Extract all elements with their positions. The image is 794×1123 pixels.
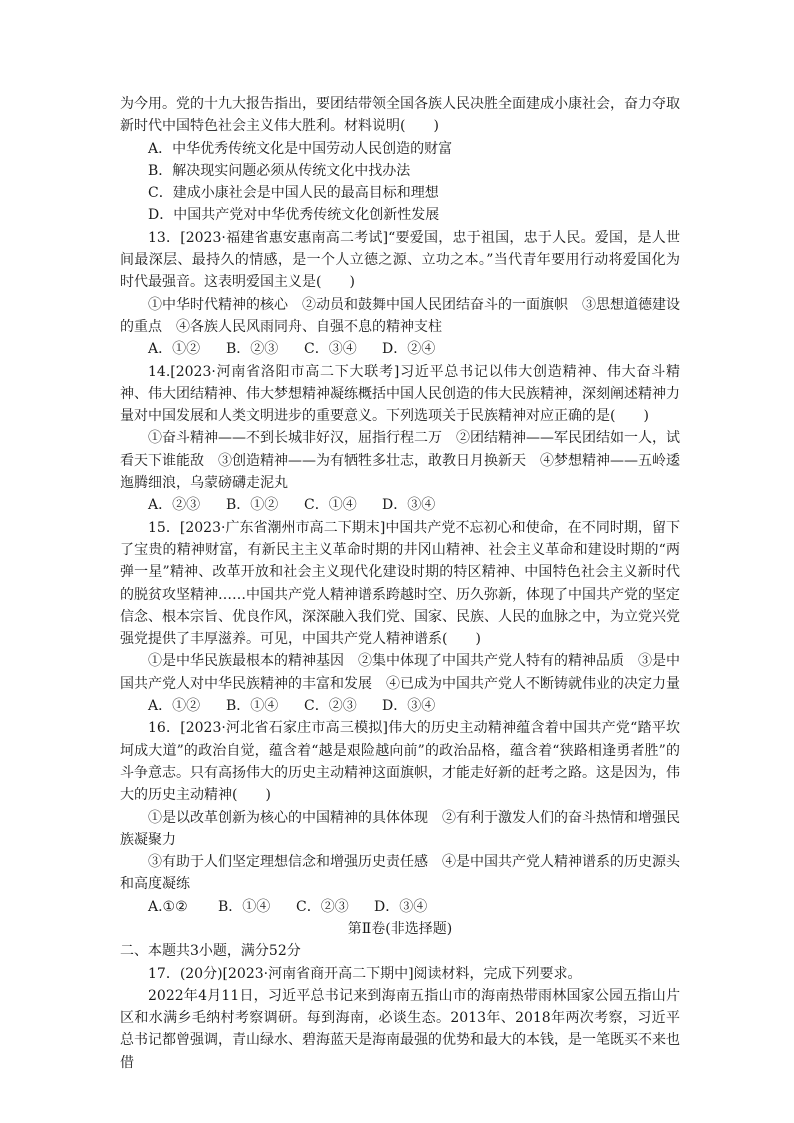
q13-option-c: C．③④: [304, 341, 357, 358]
q12-option-b: B．解决现实问题必须从传统文化中找办法: [148, 162, 411, 179]
q13-option-a: A．①②: [148, 341, 201, 358]
q15-items: ①是中华民族最根本的精神基因 ②集中体现了中国共产党人特有的精神品质 ③是中国共产党人对中华民族精神的丰富和发展 ④已成为中国共产党人不断铸就伟业的决定力量: [120, 653, 680, 692]
q15-option-c: C．②③: [304, 698, 357, 715]
q14-option-d: D．③④: [382, 497, 436, 514]
q15-option-d: D．③④: [382, 698, 436, 715]
q16-option-d: D．③④: [374, 898, 428, 915]
q13-items: ①中华时代精神的核心 ②动员和鼓舞中国人民团结奋斗的一面旗帜 ③思想道德建设的重点 ④各族人民风雨同舟、自强不息的精神支柱: [120, 296, 680, 335]
q15-options: [120, 695, 680, 717]
q12-stem-tail: 为今用。党的十九大报告指出，要团结带领全国各族人民决胜全面建成小康社会，奋力夺取新时代中国特色社会主义伟大胜利。材料说明( ): [120, 96, 680, 135]
q16-items-1: ①是以改革创新为核心的中国精神的具体体现 ②有利于激发人们的奋斗热情和增强民族凝聚力: [120, 809, 680, 848]
q14-items: ①奋斗精神——不到长城非好汉，屈指行程二万 ②团结精神——军民团结如一人，试看天下谁能敌 ③创造精神——为有牺牲多壮志，敢教日月换新天 ④梦想精神——五岭逶迤腾细浪，乌蒙磅礴走泥丸: [120, 430, 680, 492]
section2-intro: 二、本题共3小题，满分52分: [120, 943, 301, 960]
q13-stem: 13．[2023·福建省惠安惠南高二考试]“要爱国，忠于祖国，忠于人民。爱国，是人世间最深层、最持久的情感，是一个人立德之源、立功之本。”当代青年要用行动将爱国化为时代最强音。这表明爱国主义是( ): [120, 229, 680, 291]
q15-option-b: B．①④: [226, 698, 279, 715]
q14-option-b: B．①②: [226, 497, 279, 514]
q13-options: [120, 338, 680, 360]
q14-option-a: A．②③: [148, 497, 201, 514]
q14-stem: 14.[2023·河南省洛阳市高二下大联考]习近平总书记以伟大创造精神、伟大奋斗精神、伟大团结精神、伟大梦想精神凝练概括中国人民创造的伟大民族精神，深刻阐述精神力量对中国发展和人类文明进步的重要意义。下列选项关于民族精神对应正确的是( ): [120, 363, 680, 425]
q15-stem: 15．[2023·广东省潮州市高二下期末]中国共产党不忘初心和使命，在不同时期，留下了宝贵的精神财富，有新民主主义革命时期的井冈山精神、社会主义革命和建设时期的“两弹一星”精神、改革开放和社会主义现代化建设时期的特区精神、中国特色社会主义新时代的脱贫攻坚精神……中国共产党人精神谱系跨越时空、历久弥新，体现了中国共产党的坚定信念、根本宗旨、优良作风，深深融入我们党、国家、民族、人民的血脉之中，为立党兴党强党提供了丰厚滋养。可见，中国共产党人精神谱系( ): [120, 519, 680, 648]
q16-items-2: ③有助于人们坚定理想信念和增强历史责任感 ④是中国共产党人精神谱系的历史源头和高度凝练: [120, 854, 680, 893]
q17-material: 2022年4月11日，习近平总书记来到海南五指山市的海南热带雨林国家公园五指山片区和水满乡毛纳村考察调研。每到海南，必谈生态。2013年、2018年两次考察，习近平总书记都曾强调，青山绿水、碧海蓝天是海南最强的优势和最大的本钱，是一笔既买不来也借: [120, 987, 680, 1071]
q16-options: [120, 896, 680, 918]
q16-option-a: A.①②: [148, 898, 188, 915]
q17-stem: 17．(20分)[2023·河南省商开高二下期中]阅读材料，完成下列要求。: [148, 965, 582, 982]
q16-option-b: B．①④: [218, 898, 271, 915]
q15-option-a: A．①②: [148, 698, 201, 715]
q16-option-c: C．②③: [296, 898, 349, 915]
q16-stem: 16．[2023·河北省石家庄市高三模拟]伟大的历史主动精神蕴含着中国共产党“踏平坎坷成大道”的政治自觉，蕴含着“越是艰险越向前”的政治品格，蕴含着“狭路相逢勇者胜”的斗争意志。只有高扬伟大的历史主动精神这面旗帜，才能走好新的赶考之路。这是因为，伟大的历史主动精神( ): [120, 720, 680, 804]
q12-option-c: C．建成小康社会是中国人民的最高目标和理想: [148, 185, 439, 202]
q14-option-c: C．①④: [304, 497, 357, 514]
section2-title: 第Ⅱ卷(非选择题): [347, 920, 453, 937]
q14-options: [120, 494, 680, 516]
document-page: [120, 93, 680, 1074]
q12-option-d: D．中国共产党对中华优秀传统文化创新性发展: [148, 207, 440, 224]
q13-option-d: D．②④: [382, 341, 436, 358]
q12-option-a: A．中华优秀传统文化是中国劳动人民创造的财富: [148, 140, 453, 157]
q13-option-b: B．②③: [226, 341, 279, 358]
